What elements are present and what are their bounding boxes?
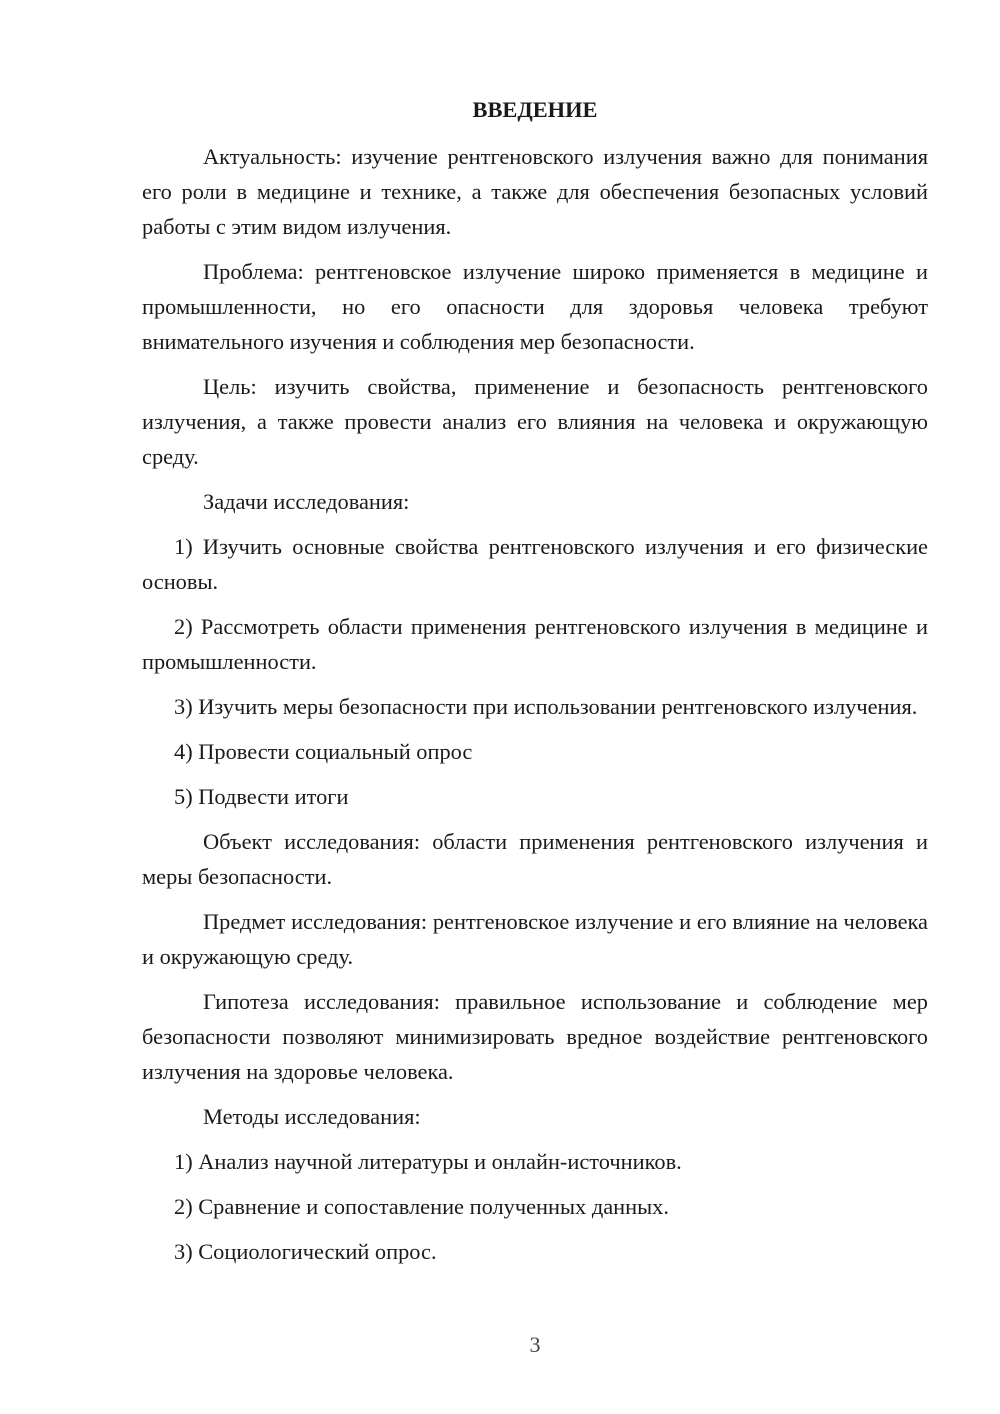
page-title: ВВЕДЕНИЕ — [472, 97, 598, 122]
page-number: 3 — [529, 1332, 541, 1357]
task-item-1: 1) Изучить основные свойства рентгеновского излучения и его физические основы. — [142, 534, 928, 594]
hypothesis-paragraph: Гипотеза исследования: правильное использование и соблюдение мер безопасности позволяют минимизировать вредное воздействие рентгеновского излучения на здоровье человека. — [142, 989, 928, 1084]
document-page — [142, 92, 928, 1279]
tasks-heading: Задачи исследования: — [203, 489, 410, 514]
problem-paragraph: Проблема: рентгеновское излучение широко применяется в медицине и промышленности, но его опасности для здоровья человека требуют внимательного изучения и соблюдения мер безопасности. — [142, 259, 928, 354]
object-paragraph: Объект исследования: области применения рентгеновского излучения и меры безопасности. — [142, 829, 928, 889]
task-item-3: 3) Изучить меры безопасности при использовании рентгеновского излучения. — [174, 694, 918, 719]
goal-paragraph: Цель: изучить свойства, применение и безопасность рентгеновского излучения, а также провести анализ его влияния на человека и окружающую среду. — [142, 374, 928, 469]
task-item-5: 5) Подвести итоги — [174, 784, 349, 809]
method-item-1: 1) Анализ научной литературы и онлайн-источников. — [174, 1149, 682, 1174]
task-item-4: 4) Провести социальный опрос — [174, 739, 473, 764]
method-item-2: 2) Сравнение и сопоставление полученных данных. — [174, 1194, 669, 1219]
relevance-paragraph: Актуальность: изучение рентгеновского излучения важно для понимания его роли в медицине и технике, а также для обеспечения безопасных условий работы с этим видом излучения. — [142, 144, 928, 239]
methods-heading: Методы исследования: — [203, 1104, 421, 1129]
subject-paragraph: Предмет исследования: рентгеновское излучение и его влияние на человека и окружающую среду. — [142, 909, 928, 969]
task-item-2: 2) Рассмотреть области применения рентгеновского излучения в медицине и промышленности. — [142, 614, 928, 674]
method-item-3: 3) Социологический опрос. — [174, 1239, 437, 1264]
